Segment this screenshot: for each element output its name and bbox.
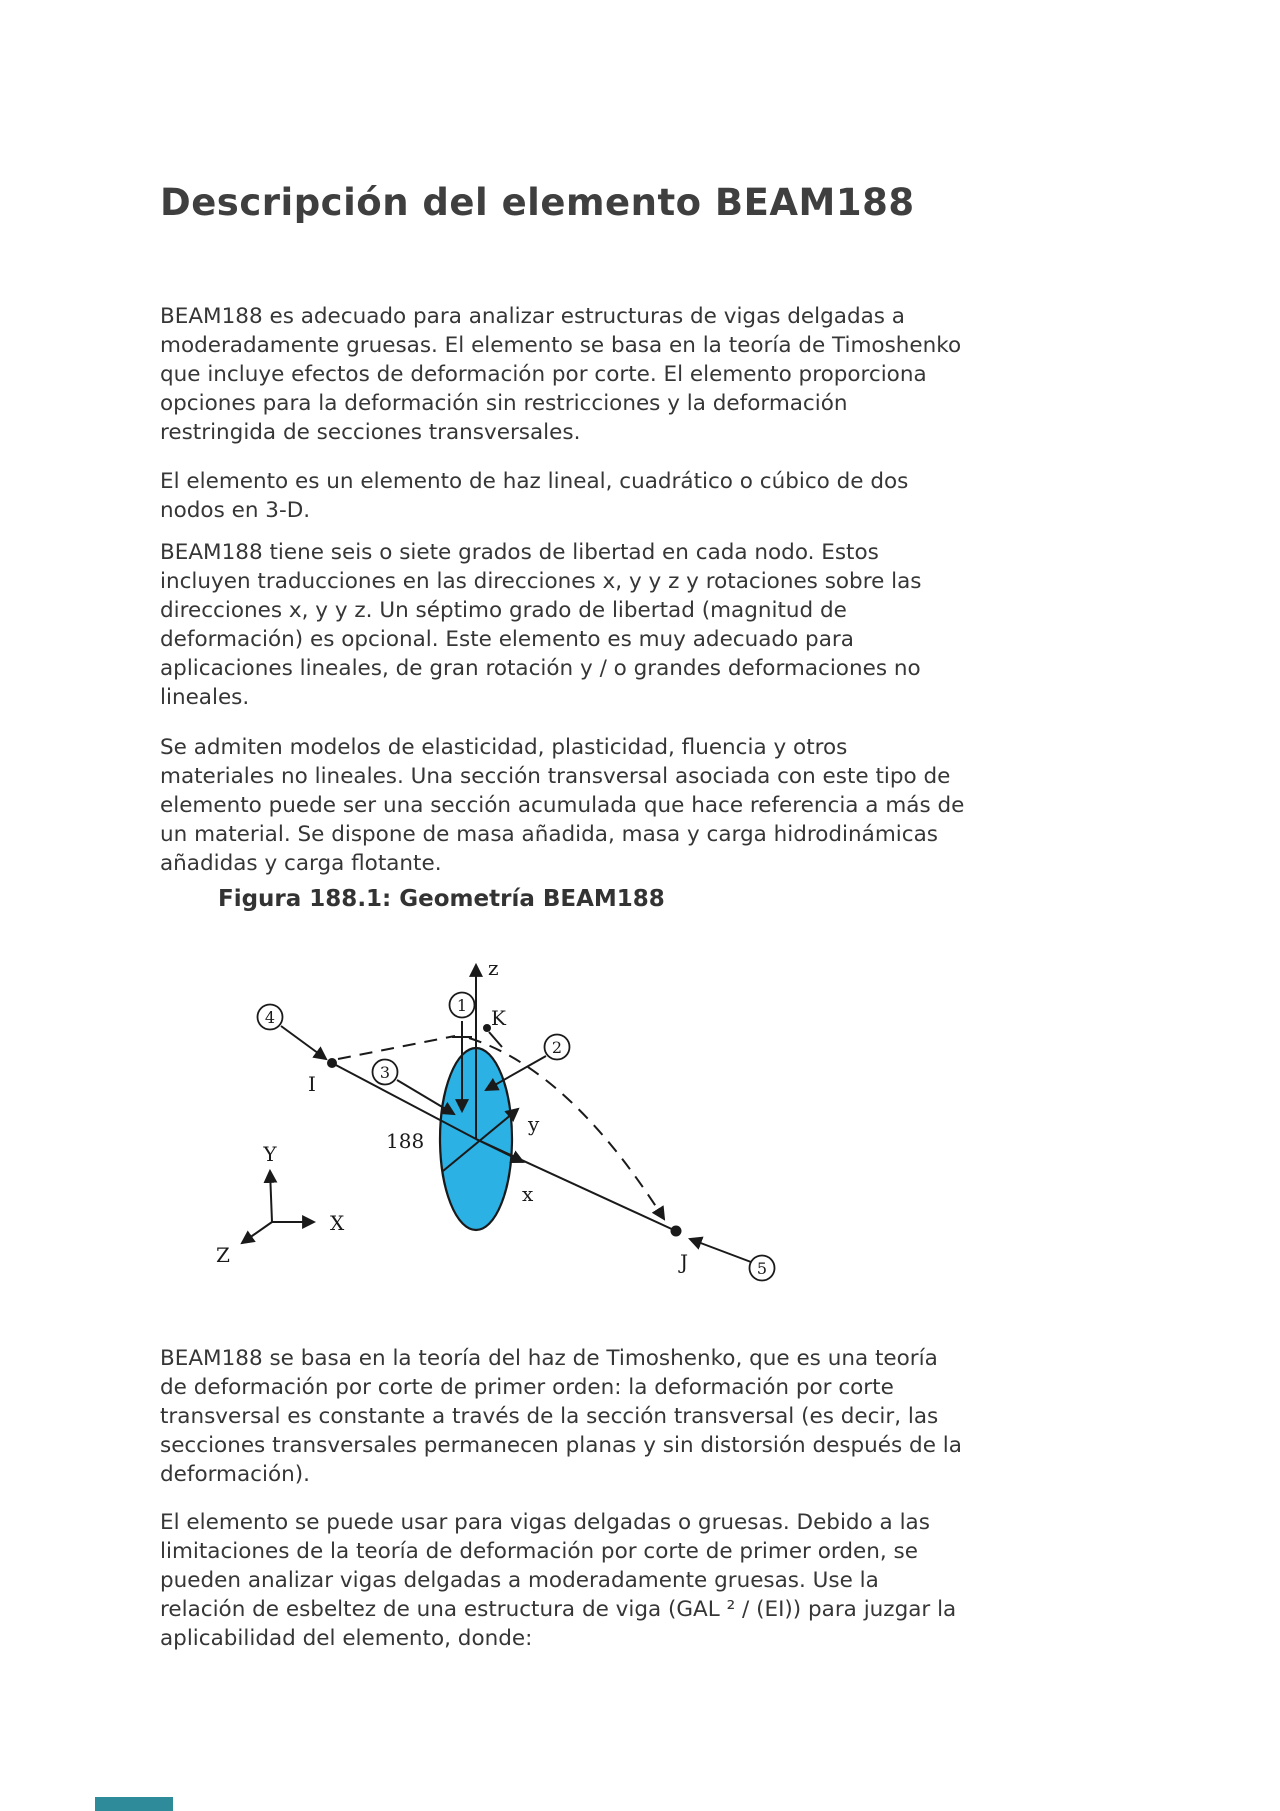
partial-table-header-block	[95, 1797, 173, 1811]
node-i-dot	[327, 1058, 337, 1068]
global-y-axis-arrow	[270, 1171, 272, 1222]
option-3-label: 3	[379, 1063, 391, 1082]
global-coordinate-triad	[216, 1142, 345, 1267]
option-5-label: 5	[756, 1259, 768, 1278]
local-y-axis-label: y	[528, 1112, 540, 1136]
paragraph-intro: BEAM188 es adecuado para analizar estructuras de vigas delgadas a moderadamente gruesas. El elemento se basa en la teoría de Timoshenko que incluye efectos de deformación por corte. El elemento proporciona opciones para la deformación sin restricciones y la deformación restringida de secciones transversales.	[160, 303, 962, 445]
option-1-label: 1	[456, 996, 468, 1015]
option-marker-4	[258, 1005, 283, 1030]
paragraph-degrees-of-freedom: BEAM188 tiene seis o siete grados de libertad en cada nodo. Estos incluyen traducciones en las direcciones x, y y z y rotaciones sobre las direcciones x, y y z. Un séptimo grado de libertad (magnitud de deformación) es opcional. Este elemento es muy adecuado para aplicaciones lineales, de gran rotación y / o grandes deformaciones no lineales.	[160, 539, 922, 710]
global-z-axis-label: Z	[216, 1243, 230, 1267]
node-k-label: K	[491, 1006, 506, 1030]
node-k-dot	[483, 1024, 491, 1032]
paragraph-materials: Se admiten modelos de elasticidad, plasticidad, fluencia y otros materiales no lineales. Una sección transversal asociada con este tipo de elemento puede ser una sección acumulada que hace referencia a más de un material. Se dispone de masa añadida, masa y carga hidrodinámicas añadidas y carga flotante.	[160, 734, 965, 876]
paragraph-slenderness: El elemento se puede usar para vigas delgadas o gruesas. Debido a las limitaciones de la teoría de deformación por corte de primer orden, se pueden analizar vigas delgadas a moderadamente gruesas. Use la relación de esbeltez de una estructura de viga (GAL ² / (EI)) para juzgar la aplicabilidad del elemento, donde:	[160, 1509, 957, 1651]
node-j-dot	[671, 1226, 682, 1237]
option-marker-5	[750, 1256, 775, 1281]
local-x-axis-label: x	[522, 1182, 534, 1206]
node-i-label: I	[308, 1072, 316, 1096]
global-z-axis-arrow	[242, 1222, 272, 1243]
global-x-axis-label: X	[330, 1211, 345, 1235]
page-title: Descripción del elemento BEAM188	[160, 180, 915, 224]
node-j-label: J	[680, 1250, 689, 1274]
figure-caption: Figura 188.1: Geometría BEAM188	[218, 886, 665, 912]
global-y-axis-label: Y	[263, 1142, 277, 1166]
option-4-label: 4	[264, 1008, 276, 1027]
option4-arrow	[281, 1026, 326, 1059]
option5-arrow	[690, 1239, 751, 1262]
beam188-geometry-figure	[190, 935, 810, 1335]
paragraph-timoshenko-theory: BEAM188 se basa en la teoría del haz de Timoshenko, que es una teoría de deformación por corte de primer orden: la deformación por corte transversal es constante a través de la sección transversal (es decir, las secciones transversales permanecen planas y sin distorsión después de la deformación).	[160, 1345, 962, 1487]
dashed-curve-left	[338, 1036, 455, 1059]
option-marker-1	[450, 993, 475, 1018]
local-z-axis-label: z	[488, 956, 499, 980]
paragraph-element-type: El elemento es un elemento de haz lineal, cuadrático o cúbico de dos nodos en 3-D.	[160, 468, 909, 523]
option-2-label: 2	[551, 1038, 563, 1057]
node-k-tail-line	[489, 1032, 502, 1047]
element-number-label: 188	[386, 1129, 425, 1153]
option-marker-2	[545, 1035, 570, 1060]
option-marker-3	[373, 1060, 398, 1085]
